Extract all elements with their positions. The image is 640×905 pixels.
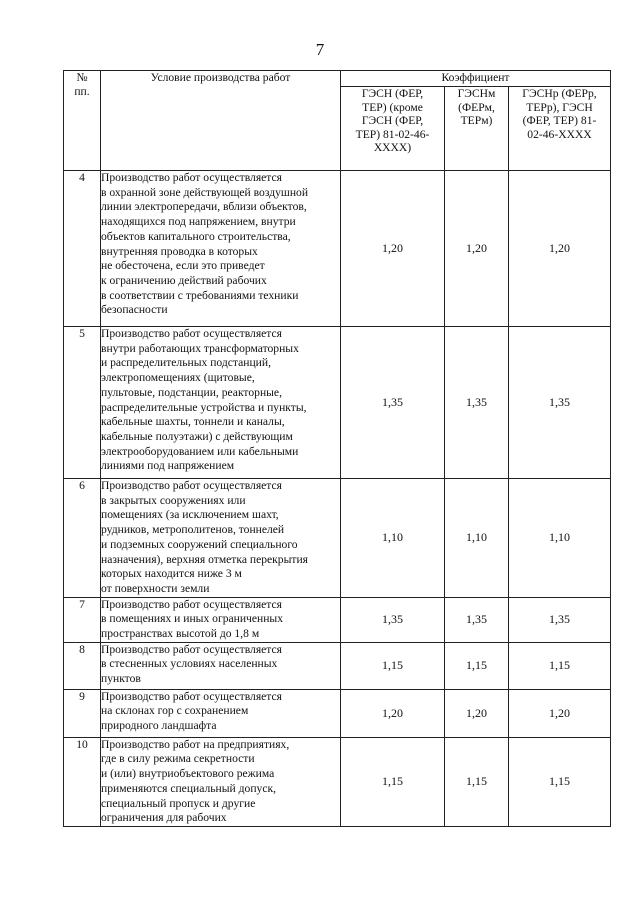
- header-gesnr-line: ГЭСНр (ФЕРр,: [522, 87, 597, 100]
- value-gesnm: 1,20: [445, 689, 509, 737]
- condition-line: специальный пропуск и другие: [101, 796, 256, 810]
- condition-line: к ограничению действий рабочих: [101, 273, 267, 287]
- condition-line: пунктов: [101, 672, 141, 686]
- table-row: [64, 327, 611, 479]
- header-gesn: [341, 87, 445, 171]
- condition-line: и (или) внутриобъектового режима: [101, 767, 275, 781]
- condition-line: пространствах высотой до 1,8 м: [101, 627, 260, 641]
- table-row: [64, 737, 611, 826]
- row-number: 10: [64, 737, 101, 826]
- value-gesnr: 1,10: [509, 479, 611, 598]
- condition-line: распределительные устройства и пункты,: [101, 400, 307, 414]
- condition-line: Производство работ осуществляется: [101, 597, 282, 611]
- value-gesn: 1,20: [341, 689, 445, 737]
- condition-line: природного ландшафта: [101, 719, 217, 733]
- table-row: [64, 479, 611, 598]
- header-gesnm-line: ТЕРм): [460, 114, 493, 127]
- row-number: 7: [64, 597, 101, 642]
- row-number: 4: [64, 171, 101, 327]
- value-gesnr: 1,15: [509, 737, 611, 826]
- value-gesnm: 1,35: [445, 327, 509, 479]
- condition-line: на склонах гор с сохранением: [101, 704, 249, 718]
- row-number: 5: [64, 327, 101, 479]
- condition-line: пультовые, подстанции, реакторные,: [101, 385, 282, 399]
- value-gesn: 1,35: [341, 597, 445, 642]
- condition-line: безопасности: [101, 303, 168, 317]
- condition-line: в помещениях и иных ограниченных: [101, 612, 284, 626]
- header-gesn-line: ТЕР) 81-02-46-: [355, 127, 430, 141]
- value-gesnr: 1,35: [509, 327, 611, 479]
- row-condition: [101, 171, 341, 327]
- row-condition: [101, 597, 341, 642]
- condition-line: которых находится ниже 3 м: [101, 567, 242, 581]
- value-gesnm: 1,10: [445, 479, 509, 598]
- condition-line: назначения), верхняя отметка перекрытия: [101, 552, 308, 566]
- header-gesn-line: ГЭСН (ФЕР,: [361, 87, 424, 100]
- condition-line: в закрытых сооружениях или: [101, 493, 246, 507]
- condition-line: и подземных сооружений специального: [101, 537, 298, 551]
- condition-line: где в силу режима секретности: [101, 752, 255, 766]
- value-gesn: 1,20: [341, 171, 445, 327]
- page-number: 7: [315, 40, 325, 59]
- header-gesnr: [509, 87, 611, 171]
- header-condition: Условие производства работ: [101, 71, 341, 171]
- table-row: [64, 689, 611, 737]
- condition-line: Производство работ осуществляется: [101, 479, 282, 492]
- condition-line: от поверхности земли: [101, 581, 210, 595]
- condition-line: помещениях (за исключением шахт,: [101, 508, 279, 522]
- condition-line: в стесненных условиях населенных: [101, 657, 278, 671]
- condition-line: линии электропередачи, вблизи объектов,: [101, 200, 307, 214]
- condition-line: Производство работ на предприятиях,: [101, 737, 290, 751]
- table-body: [64, 171, 611, 827]
- value-gesn: 1,15: [341, 737, 445, 826]
- condition-line: Производство работ осуществляется: [101, 689, 282, 703]
- header-gesnr-line: 02-46-XXXX: [527, 127, 592, 141]
- condition-line: Производство работ осуществляется: [101, 642, 282, 656]
- condition-line: в охранной зоне действующей воздушной: [101, 185, 309, 199]
- table-row: [64, 642, 611, 689]
- header-gesnr-line: ТЕРр), ГЭСН: [526, 100, 593, 114]
- condition-line: кабельные шахты, тоннели и каналы,: [101, 415, 285, 429]
- condition-line: ограничения для рабочих: [101, 811, 227, 825]
- condition-line: кабельные полуэтажи) с действующим: [101, 429, 293, 443]
- row-number: 9: [64, 689, 101, 737]
- header-number: [64, 71, 101, 171]
- row-number: 8: [64, 642, 101, 689]
- header-gesnm-line: (ФЕРм,: [458, 100, 495, 114]
- header-number-line: №: [76, 71, 88, 84]
- condition-line: объектов капитального строительства,: [101, 229, 291, 243]
- table-row: [64, 171, 611, 327]
- header-number-line: пп.: [74, 84, 90, 98]
- value-gesn: 1,10: [341, 479, 445, 598]
- header-gesnr-line: (ФЕР, ТЕР) 81-: [522, 114, 597, 127]
- condition-line: рудников, метрополитенов, тоннелей: [101, 523, 285, 537]
- row-number: 6: [64, 479, 101, 598]
- condition-line: линиями под напряжением: [101, 459, 235, 473]
- value-gesnm: 1,20: [445, 171, 509, 327]
- condition-line: применяются специальный допуск,: [101, 781, 277, 795]
- header-gesn-line: XXXX): [373, 141, 412, 154]
- value-gesn: 1,15: [341, 642, 445, 689]
- row-condition: [101, 642, 341, 689]
- value-gesnr: 1,15: [509, 642, 611, 689]
- value-gesnr: 1,35: [509, 597, 611, 642]
- value-gesn: 1,35: [341, 327, 445, 479]
- condition-line: в соответствии с требованиями техники: [101, 288, 299, 302]
- header-gesnm: [445, 87, 509, 171]
- table-row: [64, 597, 611, 642]
- header-gesn-line: ГЭСН (ФЕР,: [361, 114, 424, 127]
- row-condition: [101, 327, 341, 479]
- condition-line: электрооборудованием или кабельными: [101, 444, 299, 458]
- condition-line: и распределительных подстанций,: [101, 356, 271, 370]
- row-condition: [101, 479, 341, 598]
- coefficient-table: [63, 70, 611, 827]
- value-gesnr: 1,20: [509, 689, 611, 737]
- value-gesnm: 1,35: [445, 597, 509, 642]
- header-gesnm-line: ГЭСНм: [457, 87, 496, 100]
- value-gesnm: 1,15: [445, 737, 509, 826]
- row-condition: [101, 737, 341, 826]
- condition-line: Производство работ осуществляется: [101, 327, 282, 340]
- condition-line: находящихся под напряжением, внутри: [101, 215, 296, 229]
- condition-line: внутренняя проводка в которых: [101, 244, 258, 258]
- value-gesnm: 1,15: [445, 642, 509, 689]
- condition-line: не обесточена, если это приведет: [101, 259, 265, 273]
- header-gesn-line: ТЕР) (кроме: [362, 100, 423, 114]
- condition-line: Производство работ осуществляется: [101, 171, 282, 184]
- value-gesnr: 1,20: [509, 171, 611, 327]
- condition-line: электропомещениях (щитовые,: [101, 371, 255, 385]
- row-condition: [101, 689, 341, 737]
- condition-line: внутри работающих трансформаторных: [101, 341, 299, 355]
- header-coefficient: Коэффициент: [341, 71, 611, 87]
